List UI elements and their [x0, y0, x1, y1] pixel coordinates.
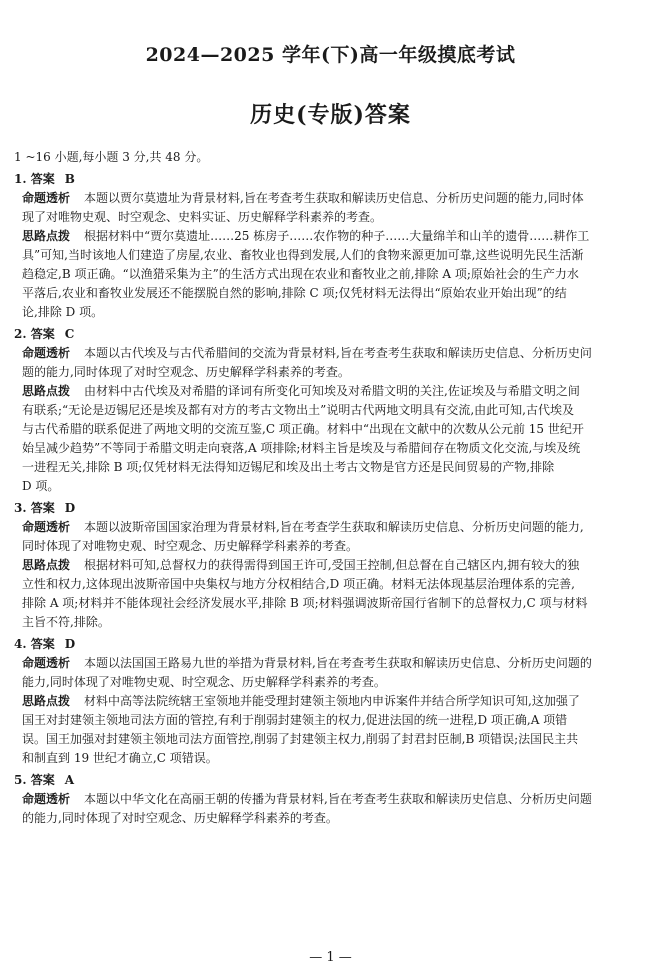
answer-letter: C — [64, 327, 75, 341]
silu-paragraph — [14, 382, 646, 496]
silu-line — [22, 749, 646, 768]
silu-text: 排除 A 项;材料并不能体现社会经济发展水平,排除 B 项;材料强调波斯帝国行省制下的总督权力,C 项与材料 — [22, 596, 588, 610]
question-block — [14, 324, 646, 496]
mingti-line — [22, 363, 646, 382]
silu-text: 和制直到 19 世纪才确立,C 项错误。 — [22, 751, 218, 765]
silu-text: 由材料中古代埃及对希腊的译词有所变化可知埃及对希腊文明的关注,佐证埃及与希腊文明之间 — [84, 384, 580, 398]
question-answer-heading — [14, 324, 646, 344]
mingti-text: 本题以古代埃及与古代希腊间的交流为背景材料,旨在考查考生获取和解读历史信息、分析历史问 — [84, 346, 592, 360]
mingti-text: 能力,同时体现了对唯物史观、时空观念、历史解释学科素养的考查。 — [22, 675, 386, 689]
silu-text: 根据材料中“贾尔莫遗址……25 栋房子……农作物的种子……大量绵羊和山羊的遗骨……耕作工 — [84, 229, 590, 243]
question-answer-heading — [14, 770, 646, 790]
question-list — [14, 169, 646, 828]
mingti-paragraph — [14, 189, 646, 227]
silu-text: 主旨不符,排除。 — [22, 615, 110, 629]
silu-line — [22, 711, 646, 730]
mingti-text: 本题以法国国王路易九世的举措为背景材料,旨在考查考生获取和解读历史信息、分析历史问题的 — [84, 656, 592, 670]
silu-line — [22, 556, 646, 575]
mingti-paragraph — [14, 518, 646, 556]
mingti-line — [22, 809, 646, 828]
answer-body — [14, 148, 646, 829]
exam-title: 2024—2025 学年(下)高一年级摸底考试 — [145, 44, 516, 66]
silu-label: 思路点拨 — [22, 229, 71, 243]
silu-line — [22, 613, 646, 632]
silu-text: 误。国王加强对封建领主领地司法方面管控,削弱了封建领主权力,削弱了封君封臣制,B 项错误;法国民主共 — [22, 732, 579, 746]
answer-subtitle: 历史(专版)答案 — [250, 102, 411, 128]
silu-line — [22, 594, 646, 613]
mingti-line — [22, 537, 646, 556]
silu-text: 国王对封建领主领地司法方面的管控,有利于削弱封建领主的权力,促进法国的统一进程,D 项正确,A 项错 — [22, 713, 568, 727]
silu-line — [22, 303, 646, 322]
mingti-label: 命题透析 — [22, 520, 71, 534]
silu-label: 思路点拨 — [22, 558, 71, 572]
question-number: 4. 答案 — [14, 637, 55, 651]
answer-letter: D — [64, 637, 76, 651]
page-number: — 1 — — [309, 950, 352, 965]
silu-paragraph — [14, 692, 646, 768]
mingti-line — [22, 344, 646, 363]
silu-line — [22, 382, 646, 401]
silu-text: 材料中高等法院统辖王室领地并能受理封建领主领地内申诉案件并结合所学知识可知,这加强了 — [84, 694, 580, 708]
silu-text: 趋稳定,B 项正确。“以渔猎采集为主”的生活方式出现在农业和畜牧业之前,排除 A 项;原始社会的生产力水 — [22, 267, 579, 281]
silu-text: 论,排除 D 项。 — [22, 305, 104, 319]
question-number: 1. 答案 — [14, 172, 55, 186]
silu-line — [22, 730, 646, 749]
intro-line: 1 ~16 小题,每小题 3 分,共 48 分。 — [14, 150, 209, 164]
mingti-line — [22, 189, 646, 208]
question-block — [14, 634, 646, 768]
mingti-text: 的能力,同时体现了对时空观念、历史解释学科素养的考查。 — [22, 811, 338, 825]
silu-text: 有联系;“无论是迈锡尼还是埃及都有对方的考古文物出土”说明古代两地文明具有交流,由此可知,古代埃及 — [22, 403, 574, 417]
mingti-paragraph — [14, 344, 646, 382]
silu-paragraph — [14, 556, 646, 632]
mingti-line — [22, 654, 646, 673]
question-answer-heading — [14, 498, 646, 518]
mingti-text: 现了对唯物史观、时空观念、史料实证、历史解释学科素养的考查。 — [22, 210, 383, 224]
silu-line — [22, 458, 646, 477]
silu-line — [22, 284, 646, 303]
silu-label: 思路点拨 — [22, 694, 71, 708]
question-number: 5. 答案 — [14, 773, 55, 787]
silu-text: D 项。 — [22, 479, 60, 493]
mingti-line — [22, 790, 646, 809]
silu-line — [22, 420, 646, 439]
silu-text: 立性和权力,这体现出波斯帝国中央集权与地方分权相结合,D 项正确。材料无法体现基层治理体系的完善, — [22, 577, 575, 591]
answer-letter: A — [64, 773, 75, 787]
mingti-label: 命题透析 — [22, 792, 71, 806]
silu-text: 始呈减少趋势”不等同于希腊文明走向衰落,A 项排除;材料主旨是埃及与希腊间存在物质文化交流,与埃及统 — [22, 441, 581, 455]
mingti-paragraph — [14, 790, 646, 828]
silu-text: 平落后,农业和畜牧业发展还不能摆脱自然的影响,排除 C 项;仅凭材料无法得出“原始农业开始出现”的结 — [22, 286, 567, 300]
mingti-label: 命题透析 — [22, 191, 71, 205]
mingti-text: 本题以波斯帝国国家治理为背景材料,旨在考查学生获取和解读历史信息、分析历史问题的能力, — [84, 520, 584, 534]
silu-text: 与古代希腊的联系促进了两地文明的交流互鉴,C 项正确。材料中“出现在文献中的次数从公元前 15 世纪开 — [22, 422, 584, 436]
question-block — [14, 169, 646, 322]
silu-text: 具”可知,当时该地人们建造了房屋,农业、畜牧业也得到发展,人们的食物来源更加可靠,这些说明先民生活渐 — [22, 248, 584, 262]
question-block — [14, 770, 646, 828]
silu-line — [22, 246, 646, 265]
mingti-line — [22, 518, 646, 537]
mingti-text: 题的能力,同时体现了对时空观念、历史解释学科素养的考查。 — [22, 365, 350, 379]
silu-line — [22, 227, 646, 246]
silu-text: 根据材料可知,总督权力的获得需得到国王许可,受国王控制,但总督在自己辖区内,拥有较大的独 — [84, 558, 580, 572]
silu-line — [22, 575, 646, 594]
question-number: 3. 答案 — [14, 501, 55, 515]
mingti-text: 本题以贾尔莫遗址为背景材料,旨在考查考生获取和解读历史信息、分析历史问题的能力,同时体 — [84, 191, 584, 205]
question-answer-heading — [14, 634, 646, 654]
answer-letter: B — [64, 172, 75, 186]
mingti-paragraph — [14, 654, 646, 692]
silu-label: 思路点拨 — [22, 384, 71, 398]
silu-line — [22, 401, 646, 420]
mingti-label: 命题透析 — [22, 656, 71, 670]
silu-line — [22, 439, 646, 458]
silu-line — [22, 477, 646, 496]
silu-paragraph — [14, 227, 646, 322]
silu-line — [22, 692, 646, 711]
silu-line — [22, 265, 646, 284]
question-answer-heading — [14, 169, 646, 189]
mingti-line — [22, 673, 646, 692]
question-block — [14, 498, 646, 632]
mingti-line — [22, 208, 646, 227]
answer-letter: D — [64, 501, 76, 515]
mingti-text: 本题以中华文化在高丽王朝的传播为背景材料,旨在考查考生获取和解读历史信息、分析历史问题 — [84, 792, 592, 806]
question-number: 2. 答案 — [14, 327, 55, 341]
mingti-text: 同时体现了对唯物史观、时空观念、历史解释学科素养的考查。 — [22, 539, 359, 553]
silu-text: 一进程无关,排除 B 项;仅凭材料无法得知迈锡尼和埃及出土考古文物是官方还是民间贸易的产物,排除 — [22, 460, 555, 474]
mingti-label: 命题透析 — [22, 346, 71, 360]
